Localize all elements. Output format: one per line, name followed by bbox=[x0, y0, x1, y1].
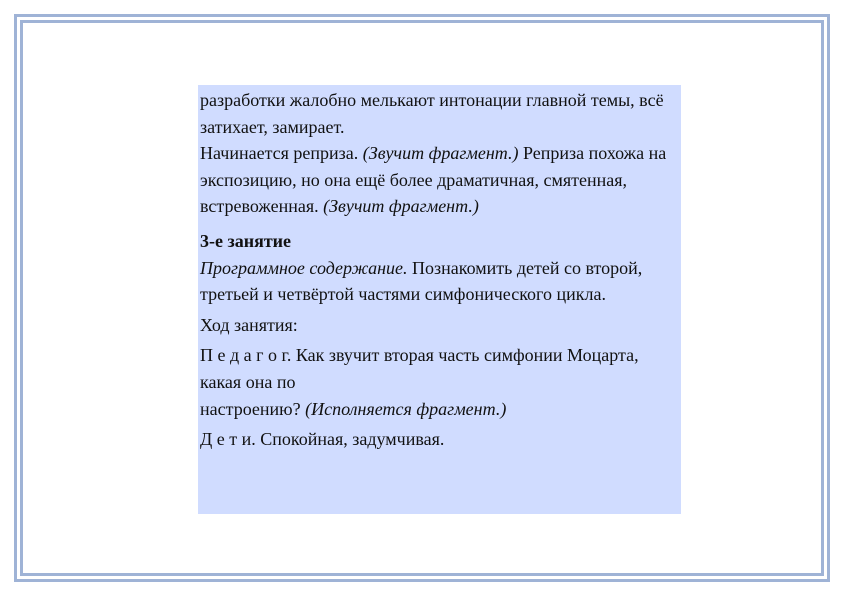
reprise-text-start: Начинается реприза. bbox=[200, 143, 363, 164]
reprise-text-middle: Реприза похожа на экспозицию, но она ещё более драматичная, смятенная, встревоженная. bbox=[200, 143, 667, 217]
paragraph-program bbox=[200, 255, 677, 308]
reprise-note-2: (Звучит фрагмент.) bbox=[323, 196, 479, 217]
paragraph-reprise bbox=[200, 140, 677, 220]
reprise-note-1: (Звучит фрагмент.) bbox=[362, 143, 519, 164]
paragraph-development: разработки жалобно мелькают интонации главной темы, всё затихает, замирает. bbox=[200, 90, 664, 137]
lesson-heading: 3-е занятие bbox=[200, 230, 292, 251]
program-text: Познакомить детей со второй, третьей и четвёртой частями симфонического цикла. bbox=[200, 257, 643, 305]
program-label: Программное содержание. bbox=[200, 257, 408, 278]
text-block bbox=[198, 85, 681, 514]
teacher-question-end: настроению? bbox=[200, 398, 306, 419]
paragraph-teacher bbox=[200, 342, 677, 422]
paragraph-course: Ход занятия: bbox=[200, 314, 298, 335]
paragraph-children: Д е т и. Спокойная, задумчивая. bbox=[200, 429, 445, 450]
teacher-question: П е д а г о г. Как звучит вторая часть симфонии Моцарта, какая она по bbox=[200, 345, 639, 392]
teacher-note: (Исполняется фрагмент.) bbox=[305, 398, 507, 419]
